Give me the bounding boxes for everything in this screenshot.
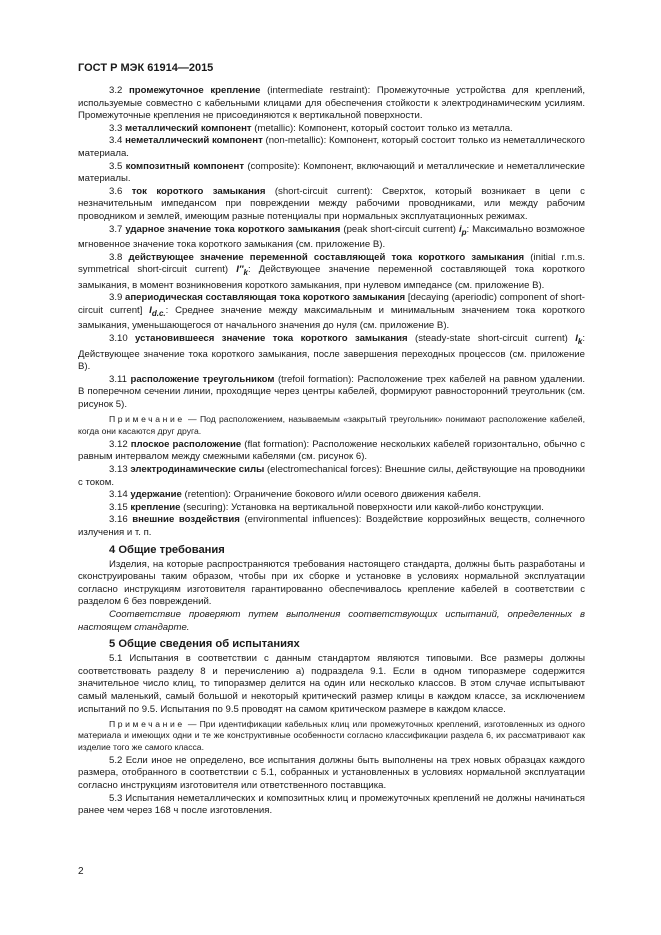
term: действующее значение переменной составляющей тока короткого замыкания	[128, 251, 525, 263]
clause-3-10: 3.10 установившееся значение тока короткого замыкания (steady-state short-circuit current) $I_k$: Действующее значение тока короткого замыкания, после завершения переходных процессов (см. приложение В).	[78, 333, 586, 373]
clause-3-9: 3.9 апериодическая составляющая тока короткого замыкания [decaying (aperiodic) component of short-circuit current] $I_{d.c.}$: Среднее значение между максимальным и минимальным значением тока короткого замыкания, уменьшающегося от начального значения до нуля (см. приложение В).	[78, 292, 585, 332]
symbol: i	[458, 223, 462, 235]
document-page	[78, 62, 585, 818]
symbol: I	[149, 304, 152, 316]
term: ударное значение тока короткого замыкания	[125, 223, 341, 235]
page-number: 2	[78, 866, 84, 877]
section-4-para: Изделия, на которые распространяются требования настоящего стандарта, должны быть разработаны и сконструированы таким образом, чтобы при их сборке и установке в условиях нормальной эксплуатации согласно инструкциям изготовителя гарантированно обеспечивалось крепление кабелей в соответствии с разделом 6 без повреждений.	[78, 558, 585, 608]
clause-3-4: 3.4 неметаллический компонент (non-metallic): Компонент, который состоит только из неметаллического материала.	[78, 135, 585, 159]
term: установившееся значение тока короткого замыкания	[135, 333, 408, 344]
term: неметаллический компонент	[125, 135, 263, 147]
term: апериодическая составляющая тока короткого замыкания	[125, 292, 406, 304]
note-label: Примечание	[109, 414, 185, 425]
section-4-title: 4 Общие требования	[109, 543, 225, 556]
note-label: Примечание	[109, 719, 185, 730]
term: расположение треугольником	[130, 373, 275, 385]
note-classes: Примечание — При идентификации кабельных клиц или промежуточных креплений, изготовленных из одного материала и имеющих одни и те же конструктивные особенности согласно классификации раздела 6, их рассматривают как изделие того же самого класса.	[78, 719, 585, 752]
clause-3-8: 3.8 действующее значение переменной составляющей тока короткого замыкания (initial r.m.s. symmetrical short-circuit current) $I''_k$: Действующее значение переменной составляющей тока короткого замыкания, в момент возникновения короткого замыкания, при нулевом импедансе (см. приложение В).	[78, 251, 585, 291]
term: композитный компонент	[125, 160, 245, 172]
term: промежуточное крепление	[128, 85, 261, 96]
symbol: I	[575, 333, 578, 344]
section-4-compliance: Соответствие проверяют путем выполнения соответствующих испытаний, определенных в настоящем стандарте.	[78, 609, 585, 633]
clause-5-2: 5.2 Если иное не определено, все испытания должны быть выполнены на трех новых образцах каждого размера, отобранного в соответствии с 5.1, собранных и установленных в условиях нормальной эксплуатации согласно инструкциям изготовителя или ответственного поставщика.	[78, 754, 585, 791]
term: ток короткого замыкания	[131, 185, 266, 197]
document-header: ГОСТ Р МЭК 61914—2015	[78, 62, 214, 74]
clause-3-5: 3.5 композитный компонент (composite): Компонент, включающий и металлические и неметаллические материалы.	[78, 160, 585, 185]
note-trefoil: Примечание — Под расположением, называемым «закрытый треугольник» понимают расположение кабелей, когда они касаются друг друга.	[78, 414, 585, 436]
term: крепление	[130, 501, 181, 513]
term: плоское расположение	[130, 438, 242, 450]
clause-3-16: 3.16 внешние воздействия (environmental influences): Воздействие коррозийных веществ, солнечного излучения и т. п.	[78, 514, 585, 539]
symbol: I″	[236, 264, 244, 276]
clause-5-1: 5.1 Испытания в соответствии с данным стандартом являются типовыми. Все размеры должны соответствовать разделу 8 и перечислению а) подраздела 9.1. Если в одном типоразмере содержится значительное число клиц, то типоразмер делится на один или несколько классов. В этом случае испытывают самый маленький, самый большой и некоторый критический размер клицы в каждом классе, за исключением испытаний по 9.5. Испытания по 9.5 проводят на самом критическом размере в каждом классе.	[78, 653, 585, 715]
clause-3-15: 3.15 крепление (securing): Установка на вертикальной поверхности или какой-либо конструкции.	[109, 501, 544, 513]
term: электродинамические силы	[130, 464, 265, 476]
clause-3-12: 3.12 плоское расположение (flat formation): Расположение нескольких кабелей горизонтально, обычно с равным интервалом между смежными кабелями (см. рисунок 6).	[78, 438, 586, 463]
clause-3-11: 3.11 расположение треугольником (trefoil formation): Расположение трех кабелей на равном удалении. В поперечном сечении линии, проходящие через центры кабелей, формируют равносторонний треугольник (см. рисунок 5).	[78, 373, 585, 410]
clause-3-13: 3.13 электродинамические силы (electromechanical forces): Внешние силы, действующие на проводники с током.	[78, 464, 586, 488]
term: удержание	[130, 489, 182, 501]
clause-5-3: 5.3 Испытания неметаллических и композитных клиц и промежуточных креплений не должны начинаться ранее чем через 168 ч после изготовления.	[78, 792, 585, 817]
clause-3-14: 3.14 удержание (retention): Ограничение бокового и/или осевого движения кабеля.	[109, 489, 481, 501]
clause-3-6: 3.6 ток короткого замыкания (short-circuit current): Сверхток, который возникает в цепи с незначительным импедансом при повреждении между рабочими проводниками, или между рабочим проводником и землей, имеющим разные потенциалы при нормальных эксплуатационных режимах.	[78, 185, 585, 222]
section-5-title: 5 Общие сведения об испытаниях	[109, 638, 300, 651]
term: внешние воздействия	[132, 514, 240, 526]
term: металлический компонент	[125, 122, 252, 134]
clause-3-7: 3.7 ударное значение тока короткого замыкания (peak short-circuit current) $i_p$: Максимально возможное мгновенное значение тока короткого замыкания (см. приложение В).	[78, 223, 585, 251]
clause-3-2: 3.2 промежуточное крепление (intermediate restraint): Промежуточные устройства для креплений, используемые совместно с кабельными клицами для обеспечения стойкости к электродинамическим усилиям. Промежуточные крепления не присоединяются к вертикальной поверхности.	[78, 85, 585, 122]
clause-3-3: 3.3 металлический компонент (metallic): Компонент, который состоит только из металла.	[109, 122, 513, 134]
